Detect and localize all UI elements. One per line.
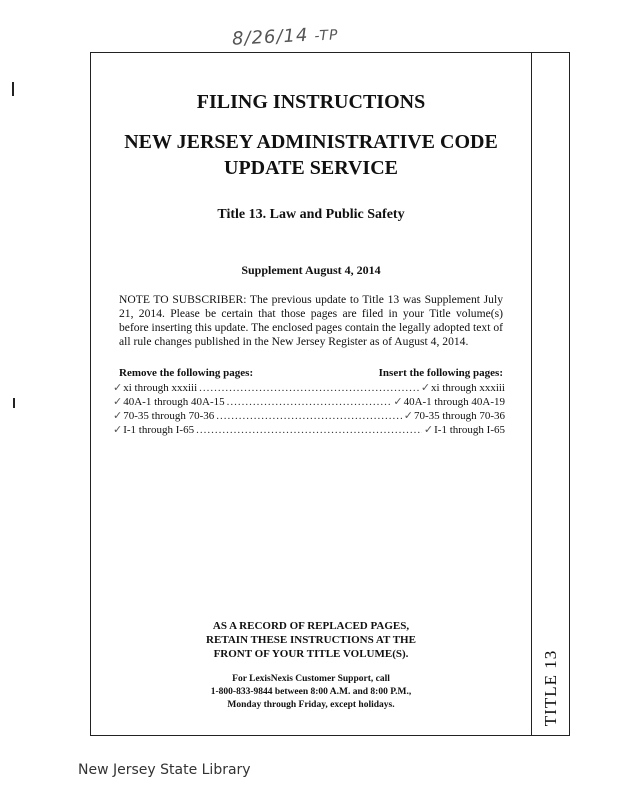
remove-range: 40A-1 through 40A-15 (123, 396, 225, 408)
remove-range: 70-35 through 70-36 (123, 410, 215, 422)
supplement-date: Supplement August 4, 2014 (241, 263, 381, 277)
code-heading (91, 129, 531, 181)
record-notice-line2: RETAIN THESE INSTRUCTIONS AT THE (206, 634, 416, 646)
punch-mark-bottom (13, 398, 15, 408)
filing-instructions-heading: FILING INSTRUCTIONS (196, 91, 426, 113)
record-notice-line3: FRONT OF YOUR TITLE VOLUME(S). (213, 648, 409, 660)
leader-dots (227, 396, 392, 408)
checkmark-icon: ✓ (113, 410, 123, 422)
remove-pages-header: Remove the following pages: (119, 367, 254, 379)
page-row (113, 409, 505, 423)
title-line: Title 13. Law and Public Safety (217, 207, 405, 222)
page-row (113, 423, 505, 437)
insert-range: I-1 through I-65 (434, 424, 505, 436)
code-heading-line1: NEW JERSEY ADMINISTRATIVE CODE (124, 131, 498, 153)
leader-dots (199, 382, 419, 394)
checkmark-icon: ✓ (393, 396, 403, 408)
document-frame (90, 52, 570, 736)
page-row (113, 395, 505, 409)
checkmark-icon: ✓ (403, 410, 413, 422)
support-line1: For LexisNexis Customer Support, call (232, 674, 390, 684)
leader-dots (216, 410, 401, 422)
remove-range: xi through xxxiii (123, 382, 198, 394)
note-to-subscriber: NOTE TO SUBSCRIBER: The previous update to Title 13 was Supplement July 21, 2014. Please be certain that those pages are filed in your Title volume(s) before inserting this update. The enclosed pages contain the legally adopted text of all rule changes published in the New Jersey Register as of August 4, 2014. (119, 293, 503, 348)
library-stamp: New Jersey State Library (78, 762, 251, 778)
pages-header (119, 367, 503, 379)
remove-range: I-1 through I-65 (123, 424, 195, 436)
code-heading-line2: UPDATE SERVICE (224, 157, 398, 179)
title-tab-label: TITLE 13 (541, 649, 561, 727)
title-tab (532, 633, 571, 743)
document-body (91, 53, 531, 735)
support-line3: Monday through Friday, except holidays. (227, 700, 395, 710)
insert-pages-header: Insert the following pages: (378, 367, 503, 379)
pages-list (113, 381, 505, 437)
punch-mark-top (12, 82, 14, 96)
support-line2: 1-800-833-9844 between 8:00 A.M. and 8:00 P.M., (210, 687, 412, 697)
handwritten-initials: -TP (314, 27, 339, 45)
handwritten-annotation (232, 23, 339, 50)
customer-support-notice (91, 673, 531, 712)
record-notice (91, 619, 531, 661)
insert-range: xi through xxxiii (431, 382, 505, 394)
checkmark-icon: ✓ (113, 424, 123, 436)
leader-dots (196, 424, 422, 436)
insert-range: 40A-1 through 40A-19 (403, 396, 505, 408)
page-row (113, 381, 505, 395)
insert-range: 70-35 through 70-36 (413, 410, 505, 422)
checkmark-icon: ✓ (113, 382, 123, 394)
checkmark-icon: ✓ (113, 396, 123, 408)
handwritten-date: 8/26/14 (231, 24, 309, 50)
checkmark-icon: ✓ (423, 424, 434, 436)
record-notice-line1: AS A RECORD OF REPLACED PAGES, (212, 620, 410, 632)
checkmark-icon: ✓ (420, 382, 431, 394)
